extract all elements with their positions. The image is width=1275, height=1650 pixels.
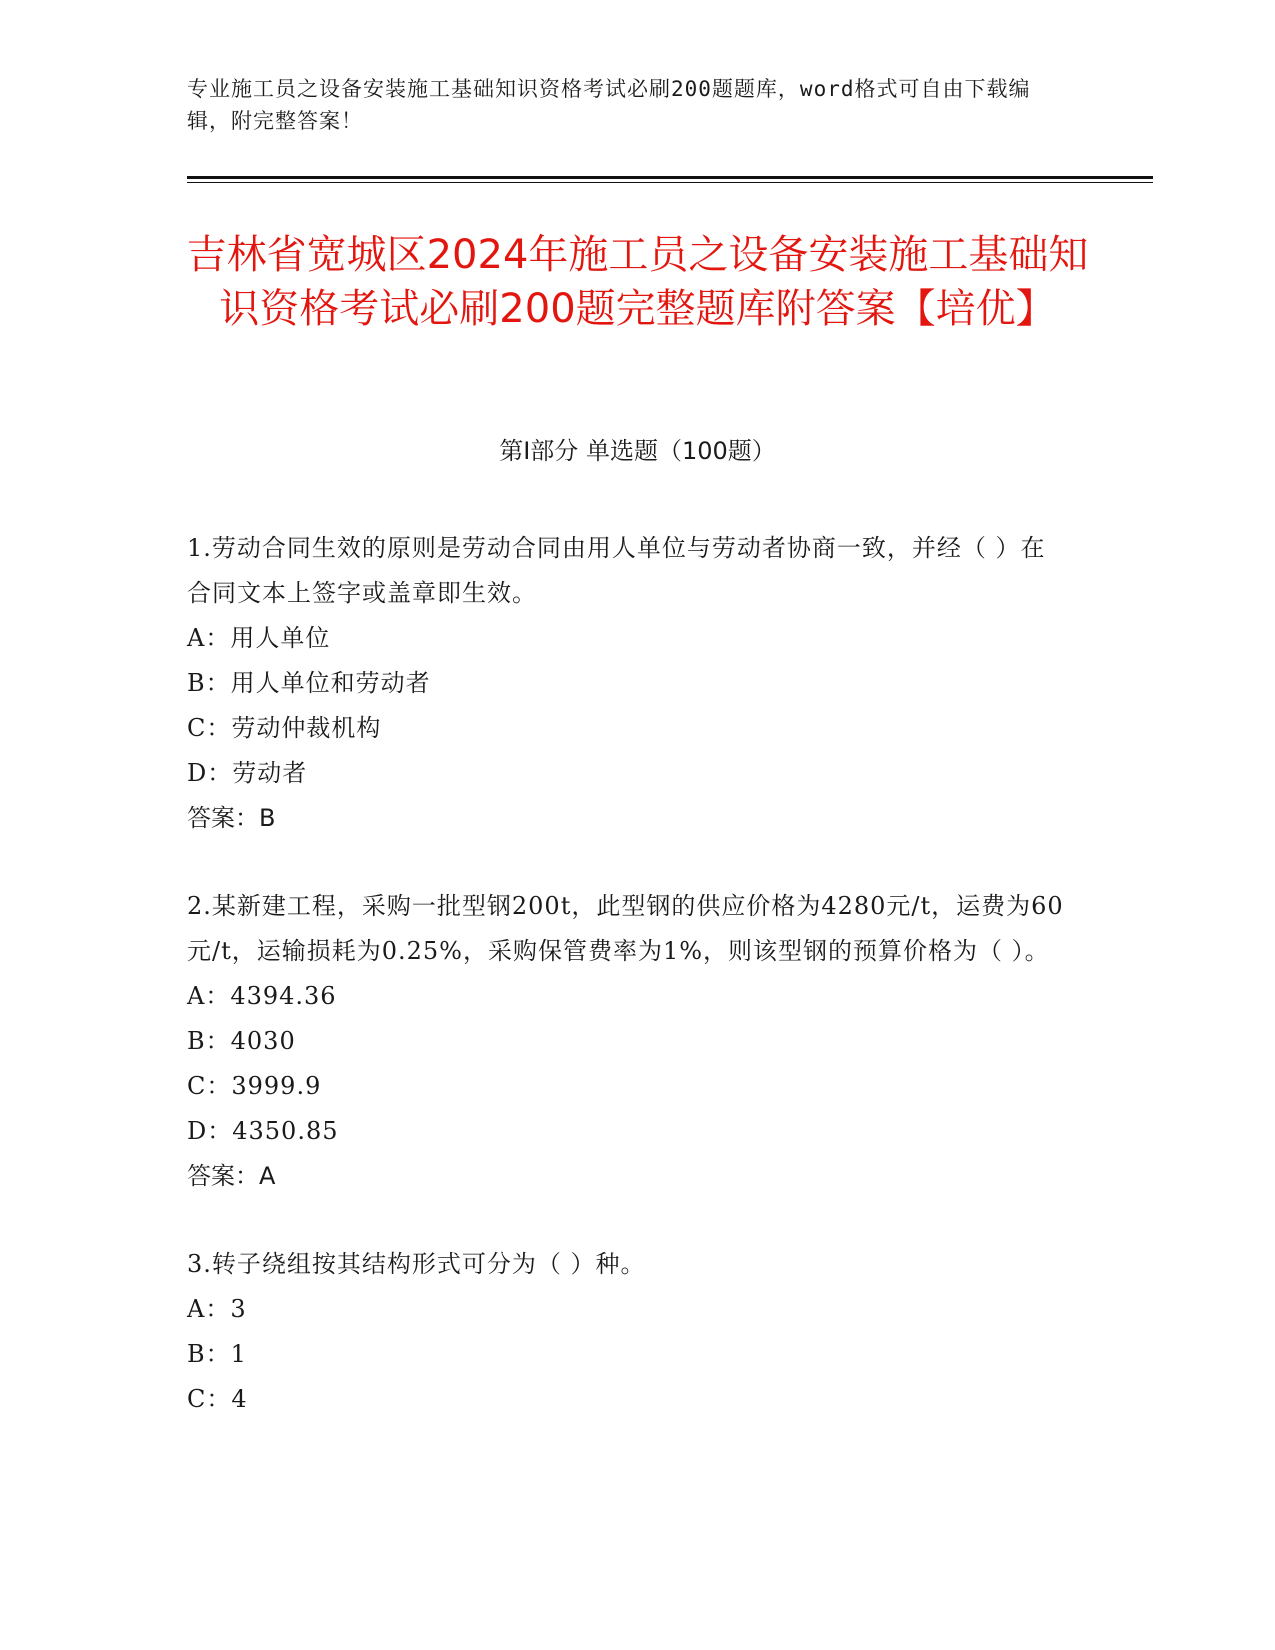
option-c: C：3999.9 [187,1072,322,1100]
option-c: C：4 [187,1385,248,1413]
header-divider-thin [187,182,1153,183]
option-c: C：劳动仲裁机构 [187,714,382,742]
option-a: A：4394.36 [187,982,337,1010]
header-divider-thick [187,176,1153,179]
option-d: D：4350.85 [187,1117,339,1145]
answer-label: 答案：A [187,1162,276,1190]
answer-label: 答案：B [187,804,276,832]
option-b: B：1 [187,1340,247,1368]
question-stem: 2.某新建工程，采购一批型钢200t，此型钢的供应价格为4280元/t，运费为60元/t，运输损耗为0.25%，采购保管费率为1%，则该型钢的预算价格为（ ）。 [187,892,1064,965]
option-a: A：用人单位 [187,624,331,652]
section-heading: 第I部分 单选题（100题） [499,437,776,465]
question-stem: 3.转子绕组按其结构形式可分为（ ）种。 [187,1250,646,1278]
option-b: B：用人单位和劳动者 [187,669,431,697]
option-d: D：劳动者 [187,759,308,787]
question-1 [187,526,1067,841]
question-3 [187,1242,1067,1422]
option-b: B：4030 [187,1027,296,1055]
question-list [187,526,1067,1465]
question-stem: 1.劳动合同生效的原则是劳动合同由用人单位与劳动者协商一致，并经（ ）在合同文本上签字或盖章即生效。 [187,534,1046,607]
document-title: 吉林省宽城区2024年施工员之设备安装施工基础知识资格考试必刷200题完整题库附答案【培优】 [186,232,1089,332]
option-a: A：3 [187,1295,247,1323]
header-note: 专业施工员之设备安装施工基础知识资格考试必刷200题题库，word格式可自由下载编辑，附完整答案！ [187,77,1031,133]
question-2 [187,884,1067,1199]
